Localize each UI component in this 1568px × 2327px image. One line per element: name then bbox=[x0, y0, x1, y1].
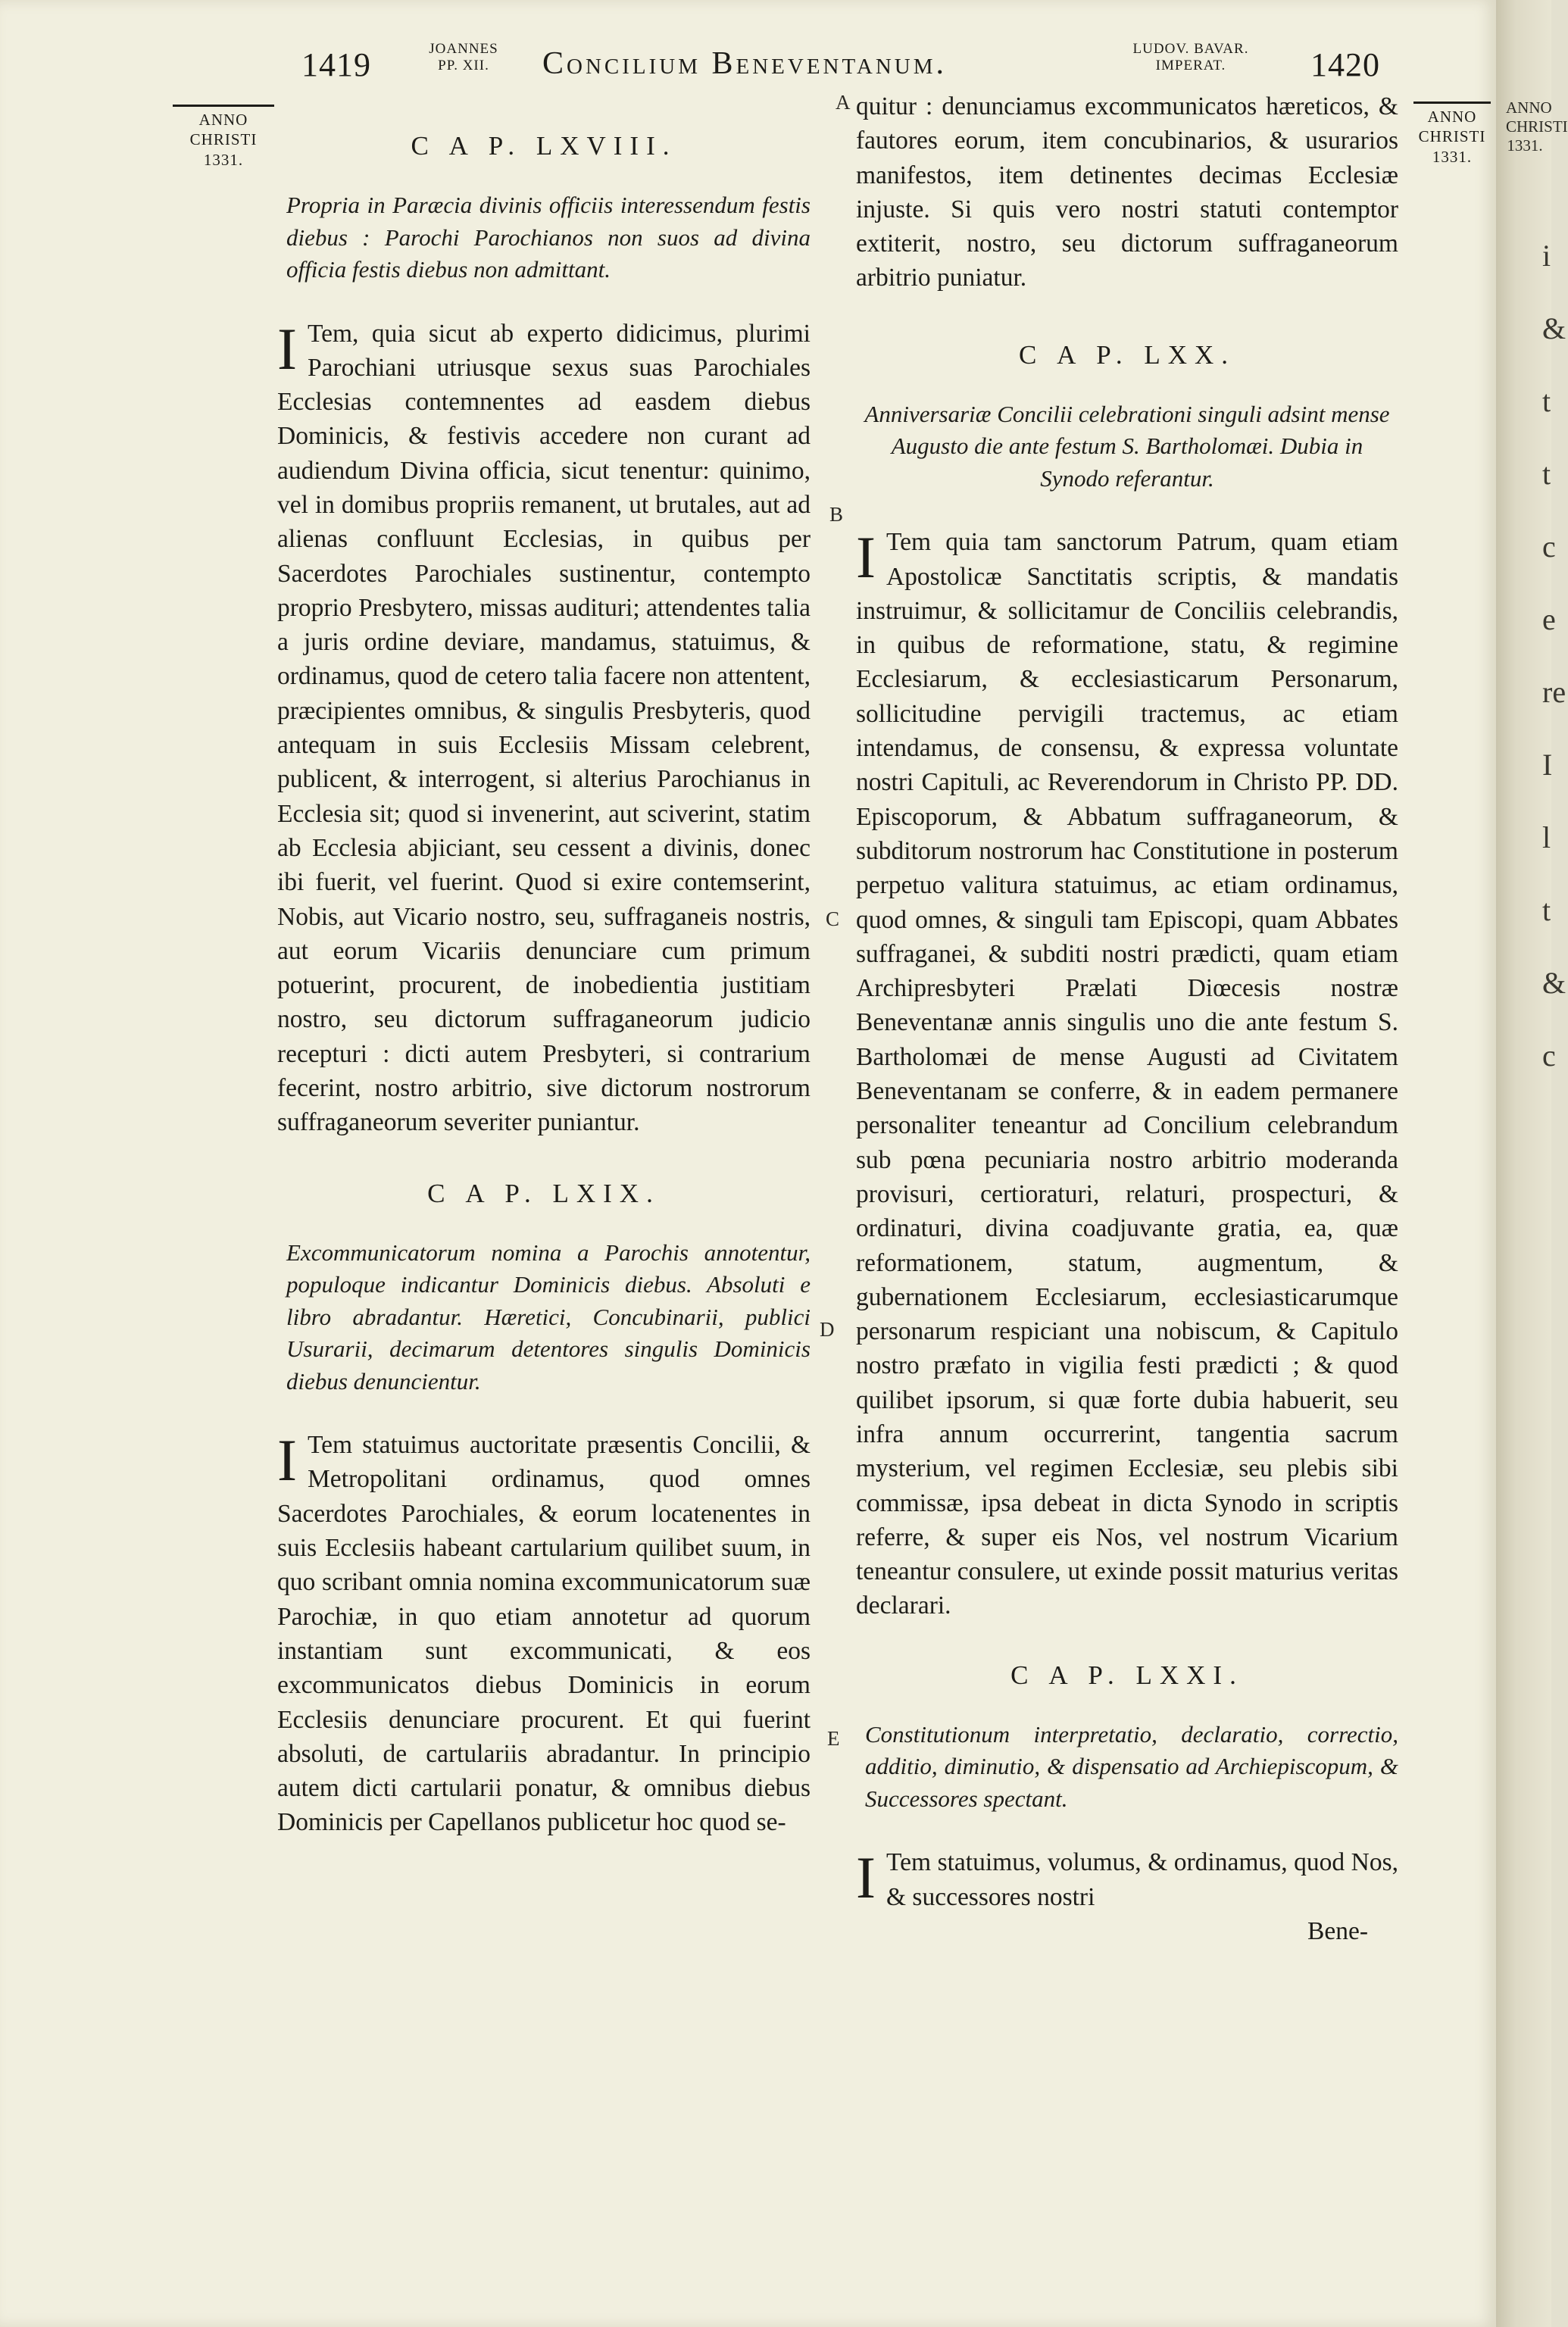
margin-letter-e: E bbox=[827, 1727, 840, 1750]
running-title: Concilium Beneventanum. bbox=[542, 46, 947, 81]
chapter-71-text bbox=[856, 1845, 1398, 1914]
chapter-69-drop-cap: I bbox=[277, 1427, 297, 1494]
right-column bbox=[856, 89, 1398, 1948]
pope-heading: JOANNES PP. XII. bbox=[429, 41, 498, 73]
chapter-68-title: C A P. LXVIII. bbox=[411, 131, 677, 161]
left-page-number: 1419 bbox=[301, 46, 371, 83]
right-page-number: 1420 bbox=[1310, 46, 1380, 83]
emperor-heading: LUDOV. BAVAR. IMPERAT. bbox=[1132, 41, 1249, 73]
chapter-71-drop-cap: I bbox=[856, 1844, 876, 1911]
chapter-69-summary: Excommunicatorum nomina a Parochis annotentur, populoque indicantur Dominicis diebus. Absoluti e libro abradantur. Hæretici, Concubinarii, publici Usurarii, decimarum detentores singulis Dominicis diebus denuncientur. bbox=[286, 1238, 811, 1395]
chapter-68-summary: Propria in Paræcia divinis officiis interessendum festis diebus : Parochi Parochianos non suos ad divina officia festis diebus non admittant. bbox=[286, 192, 811, 283]
margin-anno-left bbox=[173, 105, 274, 170]
left-column bbox=[277, 129, 811, 1840]
chapter-69-body: Tem statuimus auctoritate præsentis Concilii, & Metropolitani ordinamus, quod omnes Sacerdotes Parochiales, & eorum locatenentes in suis Ecclesiis habeant cartularium quilibet suum, in quo scribant omnia nomina excommunicatorum suæ Parochiæ, in quo etiam annotetur ad quorum instantiam sunt excommunicati, & eos excommunicatos diebus Dominicis in eorum Ecclesiis denunciare procurent. Et qui fuerint absoluti, de cartulariis abradantur. In principio autem dicti cartularii ponatur, & omnibus diebus Dominicis per Capellanos publicetur hoc quod se- bbox=[277, 1431, 811, 1837]
chapter-71-summary: Constitutionum interpretatio, declaratio, correctio, additio, diminutio, & dispensatio ad Archiepiscopum, & Successores spectant. bbox=[865, 1720, 1398, 1812]
chapter-69-text bbox=[277, 1428, 811, 1840]
margin-letter-c: C bbox=[826, 907, 840, 930]
chapter-71-title: C A P. LXXI. bbox=[1010, 1660, 1244, 1690]
chapter-69-continuation: quitur : denunciamus excommunicatos hæreticos, & fautores eorum, item concubinarios, & usurarios manifestos, item detinentes decimas Ecclesiæ injuste. Si quis vero nostri statuti contemptor extiterit, nostro, seu dictorum suffraganeorum arbitrio puniatur. bbox=[856, 92, 1398, 292]
chapter-68-body: Tem, quia sicut ab experto didicimus, plurimi Parochiani utriusque sexus suas Parochiales Ecclesias contemnentes ad easdem diebus Dominicis, & festivis accedere non curant ad audiendum Divina officia, sicut tenentur: quinimo, vel in domibus propriis remanent, ut brutales, aut ad alienas confluunt Ecclesias, in quibus per Sacerdotes Parochiales sustinentur, contempto proprio Presbytero, missas audituri; attendentes talia a juris ordine deviare, mandamus, statuimus, & ordinamus, quod de cetero talia facere non attentent, præcipientes omnibus, & singulis Presbyteris, quod antequam in suis Ecclesiis Missam celebrent, publicent, & interrogent, si alterius Parochianus in Ecclesia sit; quod si invenerint, aut sciverint, statim ab Ecclesia abjiciant, seu cessent a divinis, donec ibi fuerit, vel fuerint. Quod si exire contemserint, Nobis, aut Vicario nostro, seu, suffraganeis nostris, aut eorum Vicariis denunciare cum primum potuerint, procurent, de inobedientia justitiam nostro, seu dictorum suffraganeorum judicio recepturi : dicti autem Presbyteri, si contrarium fecerint, nostro arbitrio, sive dictorum nostrorum suffraganeorum severiter puniantur. bbox=[277, 319, 811, 1137]
chapter-70-body: Tem quia tam sanctorum Patrum, quam etiam Apostolicæ Sanctitatis scriptis, & mandatis instruimur, & sollicitamur de Conciliis celebrandis, in quibus de reformatione, statu, & regimine Ecclesiarum, & ecclesiasticarum Personarum, sollicitudine pervigili tractemus, ac etiam intendamus, de consensu, & expressa voluntate nostri Capituli, ac Reverendorum in Christo PP. DD. Episcoporum, & Abbatum suffraganeorum, & subditorum nostrorum hac Constitutione in posterum perpetuo valitura statuimus, ac etiam ordinamus, quod omnes, & singuli tam Episcopi, quam Abbates suffraganei, & subditi nostri prædicti, quam etiam Archipresbyteri Prælati Diœcesis nostræ Beneventanæ annis singulis uno die ante festum S. Bartholomæi de mense Augusti ad Civitatem Beneventanam se conferre, & in eadem permanere personaliter teneantur ad Concilium celebrandum sub pœna pecuniaria nostro arbitrio moderanda provisuri, certioraturi, relaturi, prospecturi, & ordinaturi, divina coadjuvante gratia, ea, quæ reformationem, statum, augmentum, & gubernationem Ecclesiarum, ecclesiasticarumque personarum respiciant una nobiscum, & Capitulo nostro præfato in vigilia festi prædicti ; & quod quilibet ipsorum, si quæ forte dubia habuerit, seu infra annum occurrerint, tangentia sacrum mysterium, vel regimen Ecclesiæ, seu plebis sibi commissæ, ipsa debeat in dicta Synodo in scriptis referre, & super eis Nos, vel nostrum Vicarium teneantur consulere, ut exinde possit maturius veritas declarari. bbox=[856, 528, 1398, 1620]
chapter-68-text bbox=[277, 317, 811, 1140]
chapter-70-drop-cap: I bbox=[856, 524, 876, 591]
chapter-69-title: C A P. LXIX. bbox=[427, 1178, 661, 1208]
chapter-70-title: C A P. LXX. bbox=[1018, 339, 1236, 370]
chapter-71-body: Tem statuimus, volumus, & ordinamus, quod Nos, & successores nostri bbox=[886, 1848, 1398, 1911]
margin-anno-right bbox=[1413, 102, 1491, 167]
margin-letter-b: B bbox=[829, 503, 844, 526]
margin-letter-a: A bbox=[836, 91, 851, 114]
chapter-70-summary: Anniversariæ Concilii celebrationi singuli adsint mense Augusto die ante festum S. Bartholomæi. Dubia in Synodo referantur. bbox=[864, 400, 1390, 492]
facing-page-anno: ANNO CHRISTI 1331. bbox=[1506, 98, 1568, 155]
margin-anno-left-text: ANNO CHRISTI 1331. bbox=[189, 111, 258, 169]
margin-anno-right-text: ANNO CHRISTI 1331. bbox=[1418, 108, 1486, 166]
chapter-70-text bbox=[856, 525, 1398, 1623]
facing-page-fragments: i & t t c e re I l t & c bbox=[1542, 239, 1566, 1073]
catchword: Bene- bbox=[1307, 1916, 1368, 1945]
chapter-68-drop-cap: I bbox=[277, 315, 297, 382]
margin-letter-d: D bbox=[820, 1318, 835, 1341]
